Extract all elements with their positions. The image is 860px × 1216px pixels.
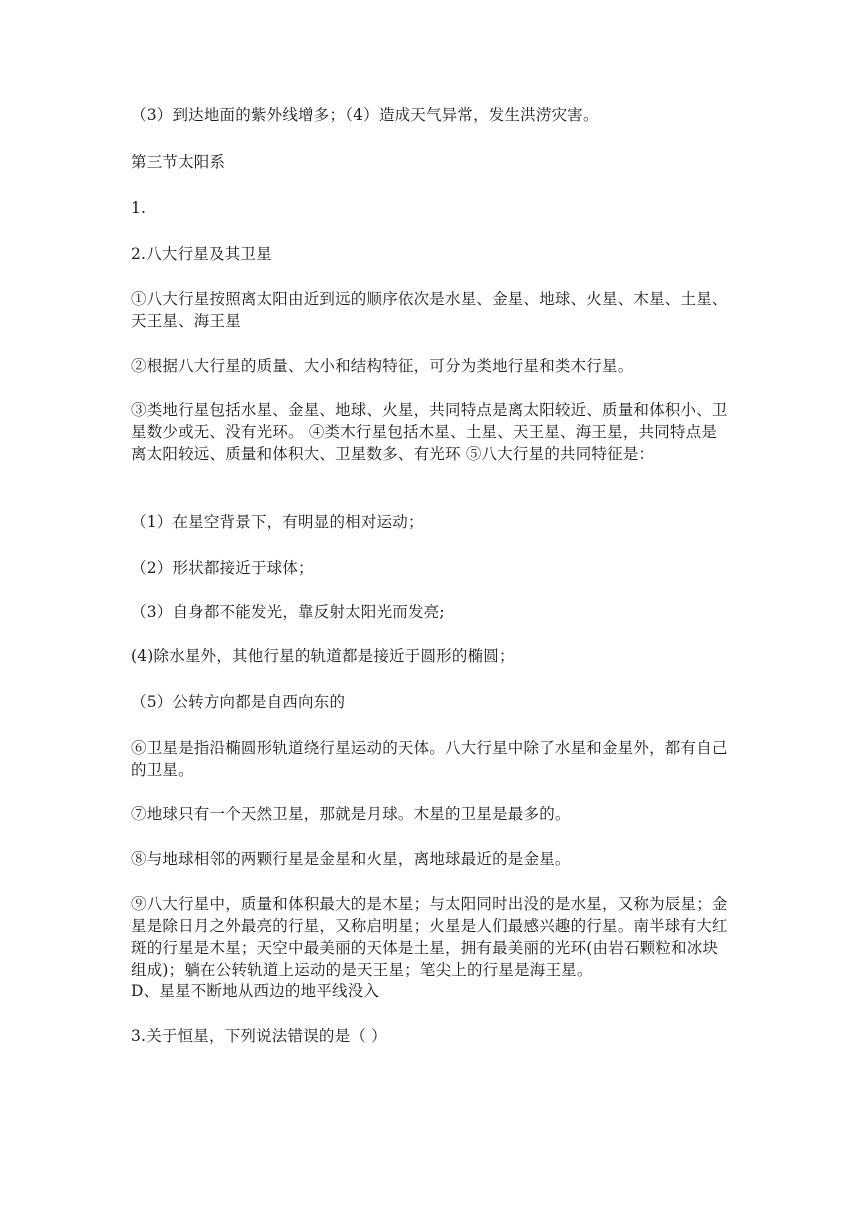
paragraph-neighbors: ⑧与地球相邻的两颗行星是金星和火星，离地球最近的是金星。 — [131, 850, 571, 868]
feature-3: （3）自身都不能发光，靠反射太阳光而发亮; — [131, 603, 445, 621]
subheading-planets: 2.八大行星及其卫星 — [131, 245, 272, 263]
paragraph-ozone-effects: （3）到达地面的紫外线增多；（4）造成天气异常，发生洪涝灾害。 — [131, 106, 599, 124]
question-3: 3.关于恒星，下列说法错误的是（ ） — [131, 1027, 387, 1045]
paragraph-planet-features: ③类地行星包括水星、金星、地球、火星，共同特点是离太阳较近、质量和体积小、卫星数少或无、没有光环。 ④类木行星包括木星、土星、天王星、海王星，共同特点是离太阳较远、质量和体积大、卫星数多、有光环 ⑤八大行星的共同特征是： — [131, 401, 728, 463]
option-d: D、星星不断地从西边的地平线没入 — [131, 982, 380, 1000]
paragraph-planet-facts: ⑨八大行星中，质量和体积最大的是木星；与太阳同时出没的是水星，又称为辰星；金星是除日月之外最亮的行星，又称启明星；火星是人们最感兴趣的行星。南半球有大红斑的行星是木星；天空中最美丽的天体是土星，拥有最美丽的光环(由岩石颗粒和冰块组成)；躺在公转轨道上运动的是天王星；笔尖上的行星是海王星。 — [131, 895, 728, 979]
feature-2: （2）形状都接近于球体； — [131, 559, 314, 577]
section-heading: 第三节太阳系 — [131, 153, 226, 171]
paragraph-planet-order: ①八大行星按照离太阳由近到远的顺序依次是水星、金星、地球、火星、木星、土星、天王星、海王星 — [131, 290, 728, 330]
paragraph-satellites: ⑥卫星是指沿椭圆形轨道绕行星运动的天体。八大行星中除了水星和金星外，都有自己的卫星。 — [131, 739, 728, 779]
paragraph-planet-classes: ②根据八大行星的质量、大小和结构特征，可分为类地行星和类木行星。 — [131, 357, 634, 375]
paragraph-moon: ⑦地球只有一个天然卫星，那就是月球。木星的卫星是最多的。 — [131, 805, 571, 823]
feature-4: (4)除水星外，其他行星的轨道都是接近于圆形的椭圆； — [131, 647, 515, 665]
feature-1: （1）在星空背景下，有明显的相对运动； — [131, 513, 424, 531]
item-number-1: 1. — [131, 199, 147, 217]
feature-5: （5）公转方向都是自西向东的 — [131, 693, 346, 711]
